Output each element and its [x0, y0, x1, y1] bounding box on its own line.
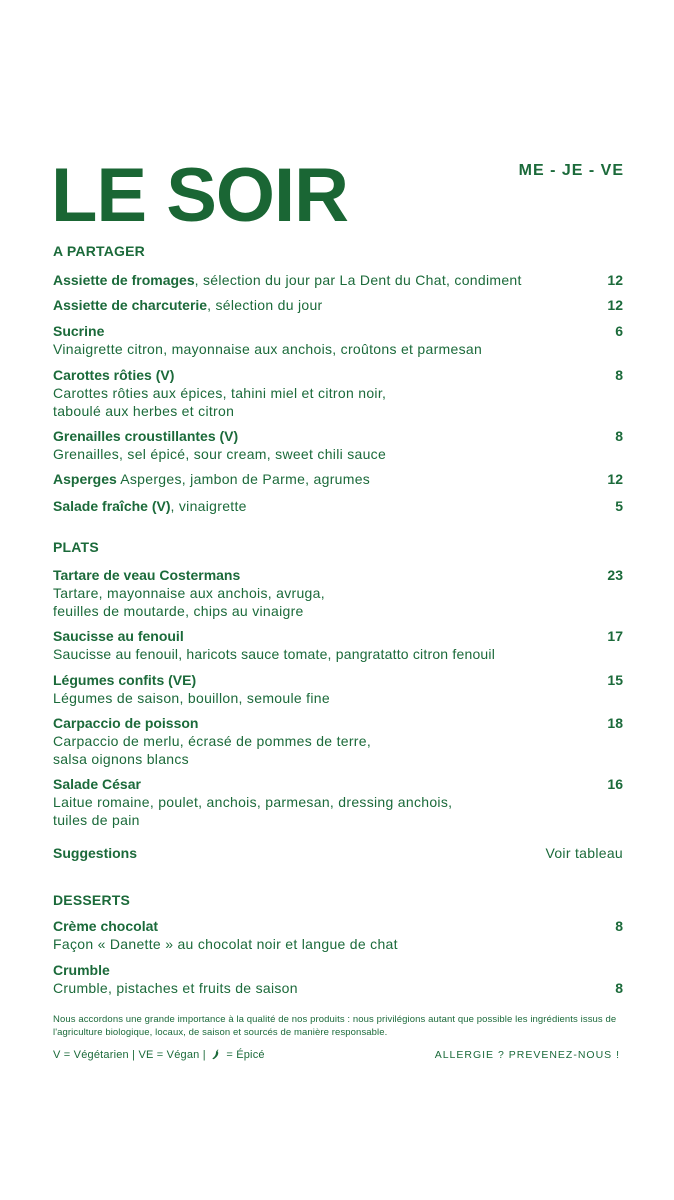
item-name: Crème chocolat: [53, 918, 159, 934]
item-name: Salade fraîche (V): [53, 498, 171, 514]
menu-item: [53, 917, 623, 953]
item-price: 12: [607, 297, 623, 313]
item-name: Crumble: [53, 962, 110, 978]
item-name: Tartare de veau Costermans: [53, 567, 241, 583]
section-title-desserts: DESSERTS: [53, 892, 131, 908]
menu-item: [53, 322, 623, 358]
item-price: 8: [615, 428, 623, 444]
item-desc: Vinaigrette citron, mayonnaise aux anchois, croûtons et parmesan: [53, 341, 483, 357]
menu-item: [53, 566, 623, 620]
quality-notice: Nous accordons une grande importance à la qualité de nos produits : nous privilégions autant que possible les ingrédients issus de l'agriculture biologique, locaux, de saison et sourcés de manière responsable.: [53, 1014, 617, 1038]
item-desc: , sélection du jour par La Dent du Chat, condiment: [194, 272, 522, 288]
item-desc: Carpaccio de merlu, écrasé de pommes de terre, salsa oignons blancs: [53, 733, 372, 767]
suggestions-value: Voir tableau: [545, 845, 623, 861]
item-desc: Carottes rôties aux épices, tahini miel et citron noir, taboulé aux herbes et citron: [53, 385, 387, 419]
menu-item: [53, 366, 623, 420]
menu-item: [53, 714, 623, 768]
legend: [53, 1048, 265, 1061]
item-name: Salade César: [53, 776, 141, 792]
item-desc: Légumes de saison, bouillon, semoule fine: [53, 690, 330, 706]
legend-right: = Épicé: [226, 1049, 265, 1061]
suggestions-row: [53, 844, 623, 862]
item-desc: Façon « Danette » au chocolat noir et langue de chat: [53, 936, 398, 952]
suggestions-label: Suggestions: [53, 845, 138, 861]
item-price: 8: [615, 918, 623, 934]
menu-item: [53, 961, 623, 997]
item-price: 6: [615, 323, 623, 339]
item-desc: Laitue romaine, poulet, anchois, parmesan, dressing anchois, tuiles de pain: [53, 794, 453, 828]
days-label: ME - JE - VE: [518, 162, 624, 179]
item-name: Carottes rôties (V): [53, 367, 175, 383]
item-price: 17: [607, 628, 623, 644]
item-price: 23: [607, 567, 623, 583]
item-desc: Crumble, pistaches et fruits de saison: [53, 980, 298, 996]
item-price: 12: [607, 471, 623, 487]
item-price: 18: [607, 715, 623, 731]
item-name: Légumes confits (VE): [53, 672, 197, 688]
item-desc: , vinaigrette: [170, 498, 247, 514]
item-name: Grenailles croustillantes (V): [53, 428, 239, 444]
item-price: 8: [615, 367, 623, 383]
menu-item: [53, 497, 623, 515]
section-title-plats: PLATS: [53, 539, 99, 555]
chili-pepper-icon: [211, 1048, 221, 1060]
section-title-partager: A PARTAGER: [53, 243, 145, 259]
page-title: LE SOIR: [51, 153, 349, 238]
menu-item: [53, 671, 623, 707]
item-desc: Tartare, mayonnaise aux anchois, avruga, feuilles de moutarde, chips au vinaigre: [53, 585, 325, 619]
menu-item: [53, 775, 623, 829]
item-price: 16: [607, 776, 623, 792]
item-name: Assiette de fromages: [53, 272, 195, 288]
legend-left: V = Végétarien | VE = Végan |: [53, 1049, 206, 1061]
item-name: Saucisse au fenouil: [53, 628, 184, 644]
item-name: Asperges: [53, 471, 117, 487]
item-desc: , sélection du jour: [207, 297, 323, 313]
menu-item: [53, 470, 623, 488]
menu-item: [53, 296, 623, 314]
allergy-notice: ALLERGIE ? PREVENEZ-NOUS !: [434, 1049, 620, 1061]
item-price: 8: [615, 980, 623, 996]
item-price: 15: [607, 672, 623, 688]
item-desc: Saucisse au fenouil, haricots sauce tomate, pangratatto citron fenouil: [53, 646, 496, 662]
item-desc: Asperges, jambon de Parme, agrumes: [116, 471, 371, 487]
item-name: Assiette de charcuterie: [53, 297, 208, 313]
item-name: Sucrine: [53, 323, 105, 339]
item-price: 12: [607, 272, 623, 288]
menu-item: [53, 271, 623, 289]
item-price: 5: [615, 498, 623, 514]
menu-item: [53, 427, 623, 463]
item-name: Carpaccio de poisson: [53, 715, 199, 731]
item-desc: Grenailles, sel épicé, sour cream, sweet chili sauce: [53, 446, 387, 462]
menu-item: [53, 627, 628, 663]
